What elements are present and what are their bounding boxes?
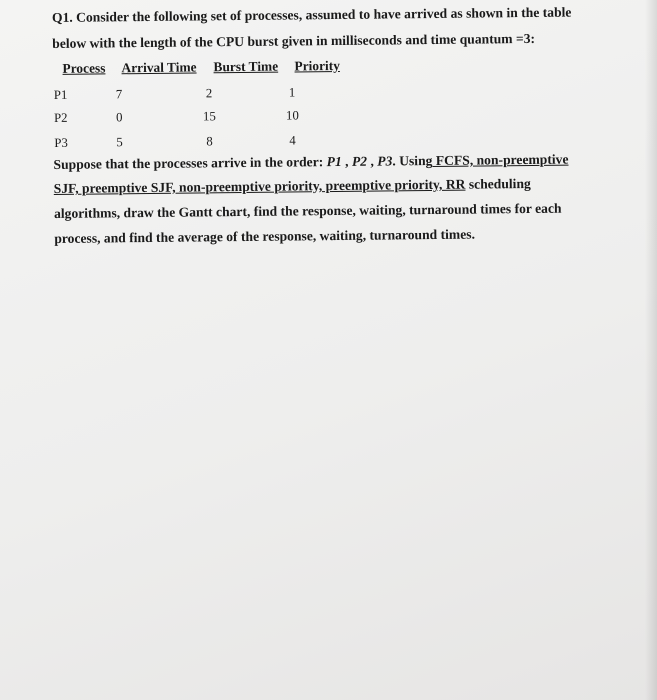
cell-process: P3 <box>54 135 68 150</box>
header-priority: Priority <box>294 57 340 74</box>
cell-process: P2 <box>53 110 68 125</box>
process-name: P2 <box>351 153 368 169</box>
cell-process: P1 <box>53 87 68 102</box>
cell-arrival: 0 <box>115 110 123 125</box>
separator: , <box>341 153 353 169</box>
cell-priority: 10 <box>285 108 299 123</box>
header-process: Process <box>62 60 106 76</box>
process-name: P1 <box>326 153 342 170</box>
header-burst-time: Burst Time <box>213 58 279 75</box>
algorithm-list: FCFS, non-preemptive <box>432 151 569 169</box>
cell-priority: 4 <box>289 133 296 148</box>
algorithm-list: SJF, preemptive SJF, non-preemptive priority, preemptive priority, RR <box>53 176 466 196</box>
process-name: P3 <box>377 153 393 169</box>
instruction-line-4: process, and find the average of the response, waiting, turnaround times. <box>54 226 476 246</box>
cell-priority: 1 <box>288 85 296 100</box>
instruction-line-1 <box>53 152 568 173</box>
instruction-line-3: algorithms, draw the Gantt chart, find the response, waiting, turnaround times for each <box>53 200 562 221</box>
header-arrival-time: Arrival Time <box>121 59 197 76</box>
cell-arrival: 5 <box>116 135 123 150</box>
cell-burst: 8 <box>206 134 213 149</box>
page-edge-shadow <box>645 0 657 700</box>
instruction-line-2 <box>54 176 531 197</box>
separator: , <box>366 153 378 169</box>
cell-burst: 15 <box>202 109 216 124</box>
instruction-text: Suppose that the processes arrive in the order: <box>53 154 327 172</box>
question-content <box>0 0 657 246</box>
instruction-text: . Using <box>392 153 433 169</box>
cell-burst: 2 <box>205 86 213 101</box>
question-line-2: below with the length of the CPU burst given in milliseconds and time quantum =3: <box>52 30 536 51</box>
question-line-1: Q1. Consider the following set of processes, assumed to have arrived as shown in the table <box>51 4 572 25</box>
cell-arrival: 7 <box>115 87 123 102</box>
instruction-text: scheduling <box>465 175 531 192</box>
